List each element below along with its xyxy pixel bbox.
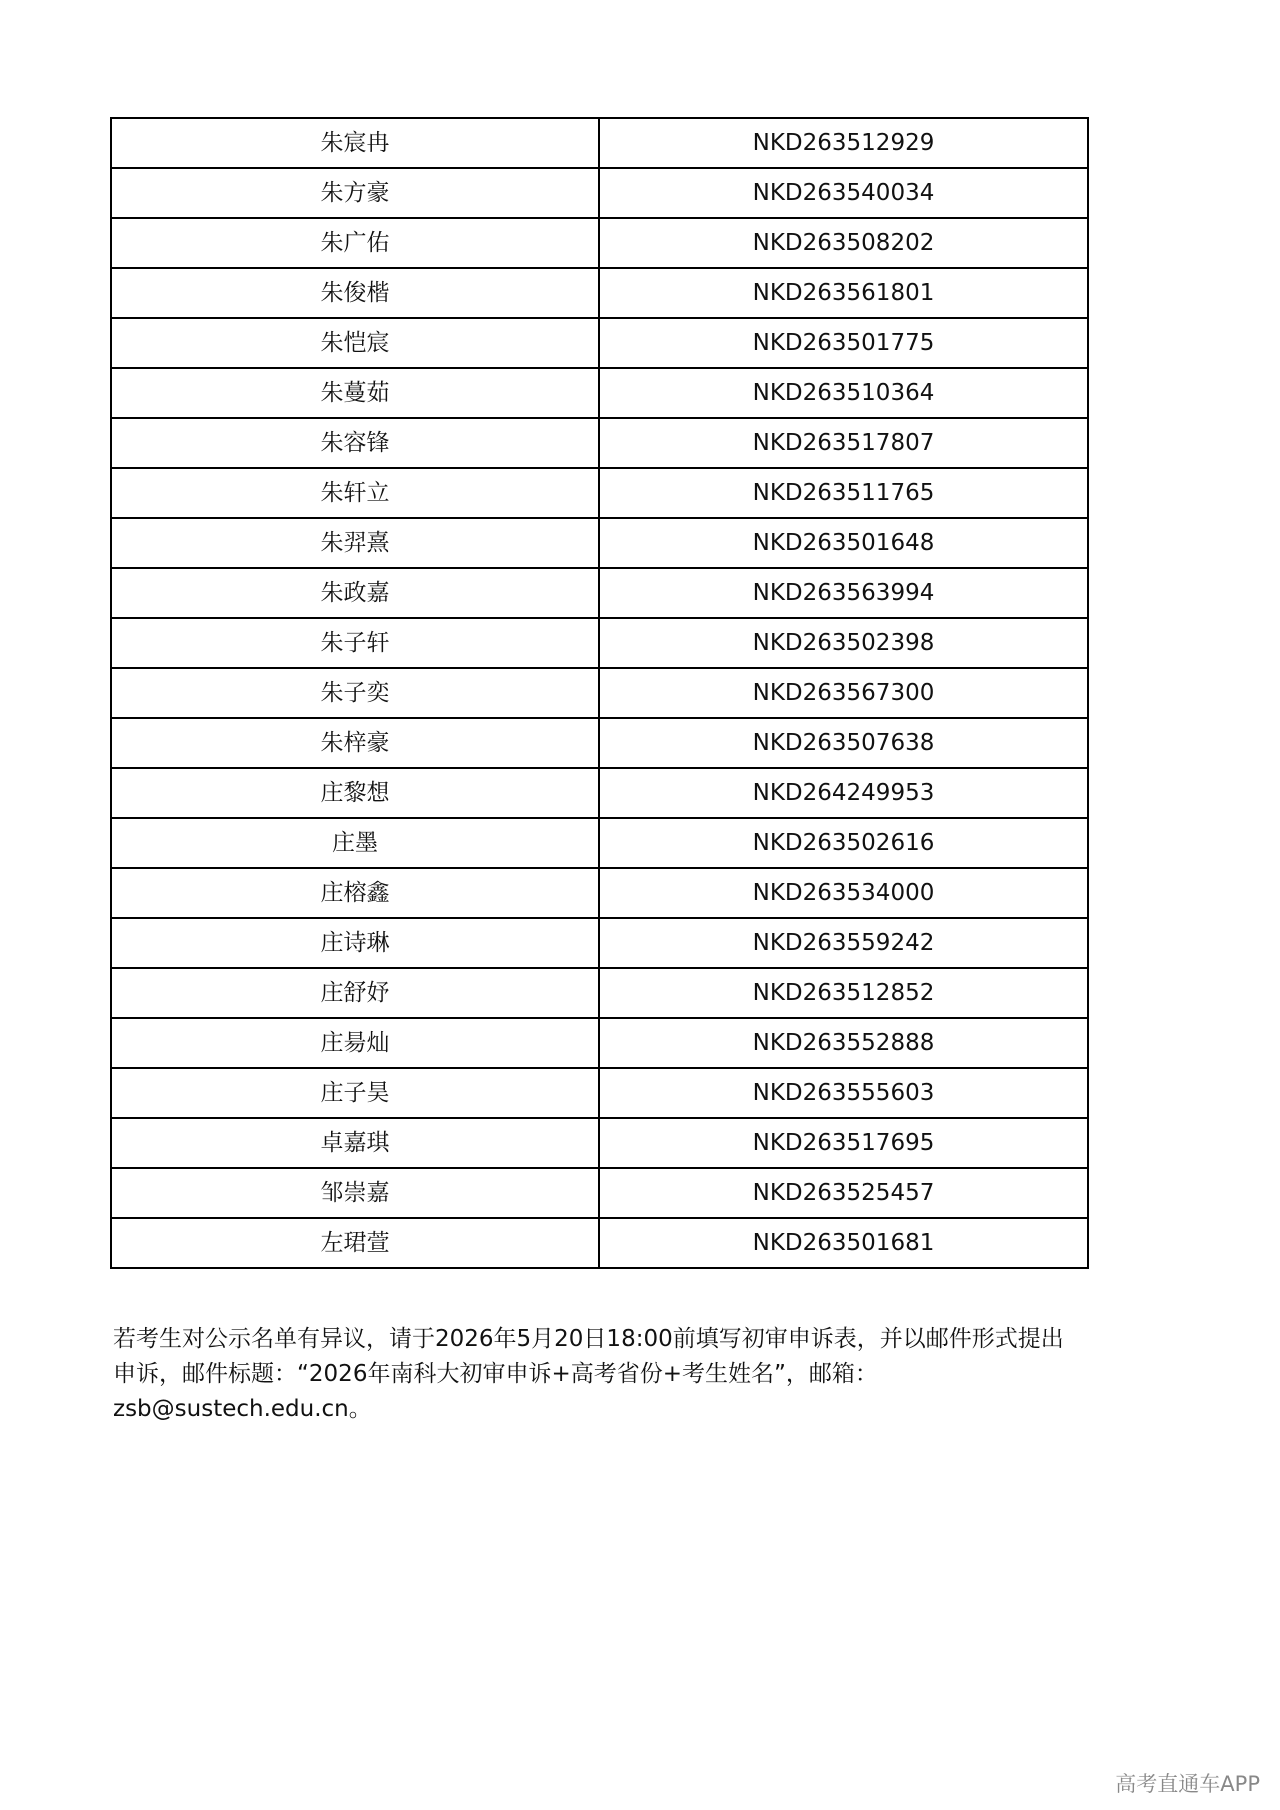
app-watermark: 高考直通车APP: [1115, 1772, 1260, 1796]
candidate-name-cell: 庄子昊: [111, 1068, 599, 1118]
table-row: [111, 1018, 1088, 1068]
table-row: [111, 318, 1088, 368]
candidate-name-cell: 朱羿熹: [111, 518, 599, 568]
candidate-id-cell: NKD263552888: [599, 1018, 1088, 1068]
candidate-id-cell: NKD264249953: [599, 768, 1088, 818]
table-row: [111, 818, 1088, 868]
candidate-id-cell: NKD263511765: [599, 468, 1088, 518]
table-row: [111, 868, 1088, 918]
candidate-id-cell: NKD263501681: [599, 1218, 1088, 1268]
candidate-name-cell: 庄诗琳: [111, 918, 599, 968]
table-row: [111, 618, 1088, 668]
candidate-id-cell: NKD263502398: [599, 618, 1088, 668]
candidate-id-cell: NKD263561801: [599, 268, 1088, 318]
roster-table-body: [111, 118, 1088, 1268]
candidate-name-cell: 朱子轩: [111, 618, 599, 668]
candidate-id-cell: NKD263512929: [599, 118, 1088, 168]
candidate-id-cell: NKD263517807: [599, 418, 1088, 468]
table-row: [111, 268, 1088, 318]
candidate-id-cell: NKD263517695: [599, 1118, 1088, 1168]
candidate-name-cell: 邹崇嘉: [111, 1168, 599, 1218]
table-row: [111, 518, 1088, 568]
candidate-id-cell: NKD263567300: [599, 668, 1088, 718]
candidate-name-cell: 庄舒妤: [111, 968, 599, 1018]
table-row: [111, 218, 1088, 268]
candidate-id-cell: NKD263540034: [599, 168, 1088, 218]
candidate-name-cell: 朱政嘉: [111, 568, 599, 618]
table-row: [111, 1218, 1088, 1268]
candidate-name-cell: 朱蔓茹: [111, 368, 599, 418]
candidate-name-cell: 朱恺宸: [111, 318, 599, 368]
table-row: [111, 1168, 1088, 1218]
candidate-name-cell: 卓嘉琪: [111, 1118, 599, 1168]
candidate-name-cell: 朱广佑: [111, 218, 599, 268]
table-row: [111, 118, 1088, 168]
candidate-name-cell: 朱梓豪: [111, 718, 599, 768]
candidate-id-cell: NKD263502616: [599, 818, 1088, 868]
table-row: [111, 368, 1088, 418]
candidate-id-cell: NKD263534000: [599, 868, 1088, 918]
table-row: [111, 918, 1088, 968]
candidate-name-cell: 朱宸冉: [111, 118, 599, 168]
table-row: [111, 418, 1088, 468]
candidate-name-cell: 左珺萱: [111, 1218, 599, 1268]
candidate-id-cell: NKD263507638: [599, 718, 1088, 768]
table-row: [111, 718, 1088, 768]
candidate-id-cell: NKD263501648: [599, 518, 1088, 568]
candidate-name-cell: 朱方豪: [111, 168, 599, 218]
candidate-name-cell: 朱子奕: [111, 668, 599, 718]
candidate-name-cell: 朱俊楷: [111, 268, 599, 318]
candidate-name-cell: 朱容锋: [111, 418, 599, 468]
candidate-id-cell: NKD263501775: [599, 318, 1088, 368]
candidate-id-cell: NKD263508202: [599, 218, 1088, 268]
candidate-name-cell: 朱轩立: [111, 468, 599, 518]
table-row: [111, 568, 1088, 618]
table-row: [111, 468, 1088, 518]
candidate-id-cell: NKD263555603: [599, 1068, 1088, 1118]
candidate-name-cell: 庄榕鑫: [111, 868, 599, 918]
candidate-name-cell: 庄黎想: [111, 768, 599, 818]
candidate-id-cell: NKD263559242: [599, 918, 1088, 968]
table-row: [111, 1118, 1088, 1168]
table-row: [111, 768, 1088, 818]
candidate-id-cell: NKD263512852: [599, 968, 1088, 1018]
table-row: [111, 668, 1088, 718]
candidate-id-cell: NKD263525457: [599, 1168, 1088, 1218]
candidate-id-cell: NKD263563994: [599, 568, 1088, 618]
candidate-id-cell: NKD263510364: [599, 368, 1088, 418]
roster-table: [110, 117, 1089, 1269]
table-row: [111, 1068, 1088, 1118]
candidate-name-cell: 庄墨: [111, 818, 599, 868]
candidate-name-cell: 庄昜灿: [111, 1018, 599, 1068]
table-row: [111, 168, 1088, 218]
appeal-notice: 若考生对公示名单有异议，请于2026年5月20日18:00前填写初审申诉表，并以邮件形式提出申诉，邮件标题：“2026年南科大初审申诉+高考省份+考生姓名”，邮箱：zsb@sustech.edu.cn。: [113, 1326, 1064, 1422]
table-row: [111, 968, 1088, 1018]
